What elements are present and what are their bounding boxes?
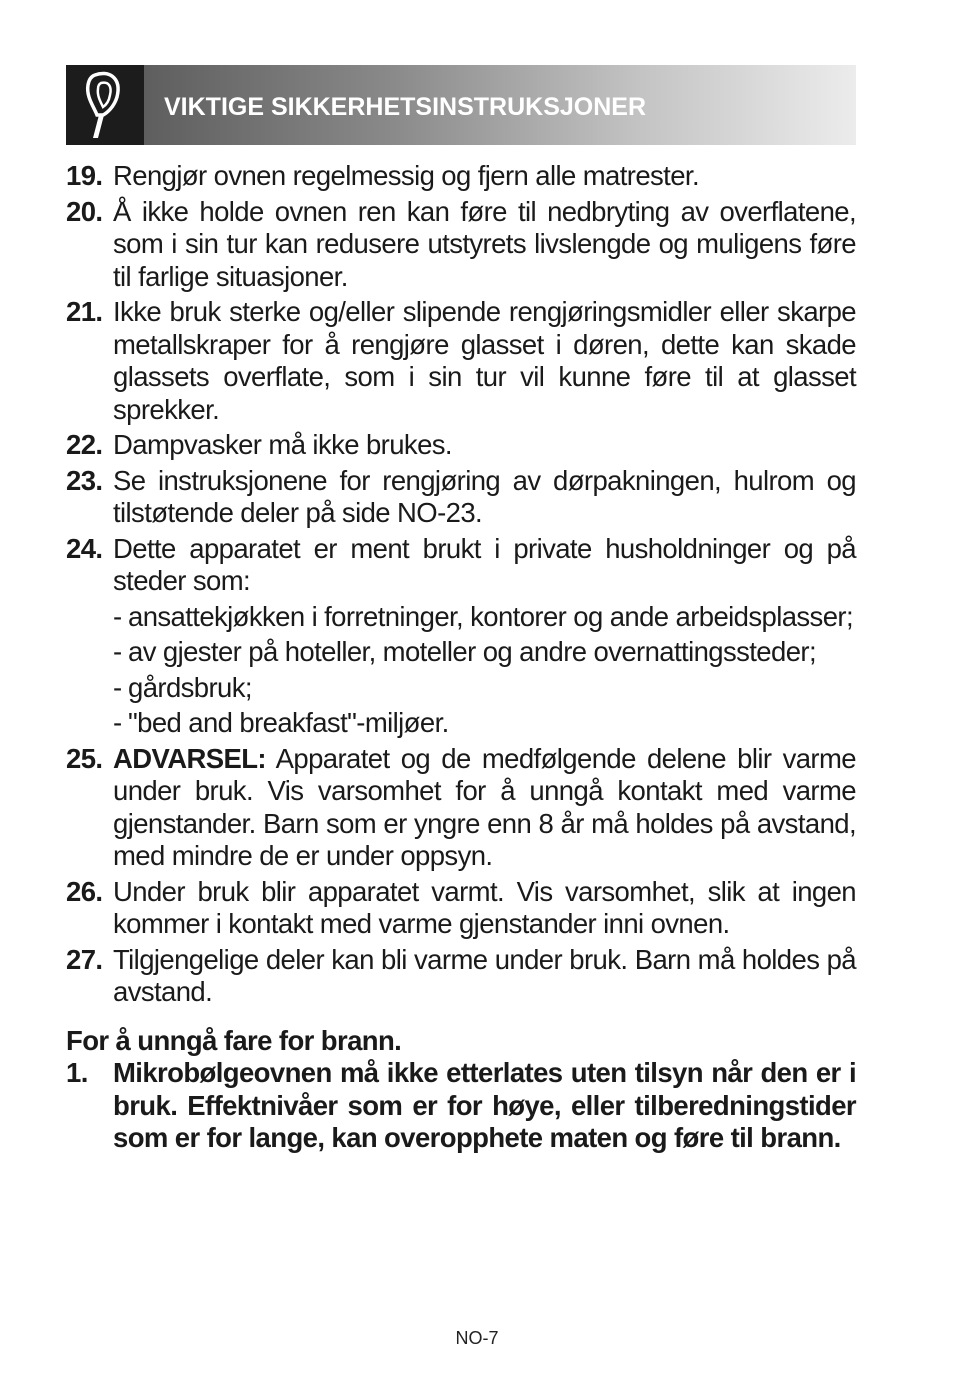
item-text: Dette apparatet er ment brukt i private husholdninger og på steder som: [113,532,856,596]
header-icon-box [66,65,144,145]
fire-section-title: For å unngå fare for brann. [66,1024,402,1056]
instructions-list [66,160,856,1155]
item-number: 20. [66,195,103,227]
item-number: 26. [66,875,103,907]
sub-item-dash: - [113,671,122,703]
page-number: NO-7 [455,1328,499,1348]
list-item [66,296,856,426]
item-number: 25. [66,742,103,774]
list-item [66,196,856,294]
list-item-warning [66,743,856,873]
item-number: 24. [66,532,103,564]
list-item [66,465,856,530]
item-number: 21. [66,296,103,327]
item-number: 23. [66,464,103,496]
item-number: 27. [66,943,103,975]
item-text: Mikrobølgeovnen må ikke etterlates uten tilsyn når den er i bruk. Effektnivåer som er for høye, eller tilberedningstider som er for lange, kan overopphete maten og føre til brann. [113,1057,856,1153]
section-header [66,65,856,145]
sub-item-text: ansattekjøkken i forretninger, kontorer og ande arbeidsplasser; [128,600,853,632]
sub-item [113,707,856,740]
sub-item-dash: - [113,707,122,738]
header-bar [144,65,856,145]
list-item [66,429,856,462]
sub-item-dash: - [113,636,122,667]
sub-item [113,672,856,705]
item-text: Se instruksjonene for rengjøring av dørpakningen, hulrom og tilstøtende deler på side NO-23. [113,464,856,528]
item-number: 19. [66,160,103,191]
sub-item-text: gårdsbruk; [128,671,252,703]
warning-text: Apparatet og de medfølgende delene blir varme under bruk. Vis varsomhet for å unngå kontakt med varme gjenstander. Barn som er yngre enn 8 år må holdes på avstand, med mindre de er under oppsyn. [113,742,856,871]
item-number: 1. [66,1057,88,1088]
sub-item-text: "bed and breakfast"-miljøer. [128,707,449,738]
item-text: Tilgjengelige deler kan bli varme under bruk. Barn må holdes på avstand. [113,943,856,1007]
sub-item-text: av gjester på hoteller, moteller og andre overnattingssteder; [128,636,816,667]
header-title: VIKTIGE SIKKERHETSINSTRUKSJONER [164,92,647,121]
item-text: Dampvasker må ikke brukes. [113,429,452,460]
exclamation-warning-icon [82,71,128,139]
list-item [66,533,856,598]
list-item [66,944,856,1009]
list-item [66,876,856,941]
warning-label: ADVARSEL: [113,742,266,774]
item-text: Under bruk blir apparatet varmt. Vis varsomhet, slik at ingen kommer i kontakt med varme gjenstander inni ovnen. [113,875,856,939]
item-text: Å ikke holde ovnen ren kan føre til nedbryting av overflatene, som i sin tur kan redusere utstyrets livslengde og muligens føre til farlige situasjoner. [113,195,856,292]
sub-item [113,601,856,634]
sub-item-dash: - [113,600,122,632]
item-text: Rengjør ovnen regelmessig og fjern alle matrester. [113,160,699,191]
list-item [66,160,856,193]
item-text: Ikke bruk sterke og/eller slipende rengjøringsmidler eller skarpe metallskraper for å rengjøre glasset i døren, dette kan skade glassets overflate, som i sin tur vil kunne føre til at glasset sprekker. [113,296,856,425]
item-number: 22. [66,429,103,460]
fire-list-item [66,1057,856,1155]
sub-item [113,636,856,669]
item-text [113,743,856,873]
